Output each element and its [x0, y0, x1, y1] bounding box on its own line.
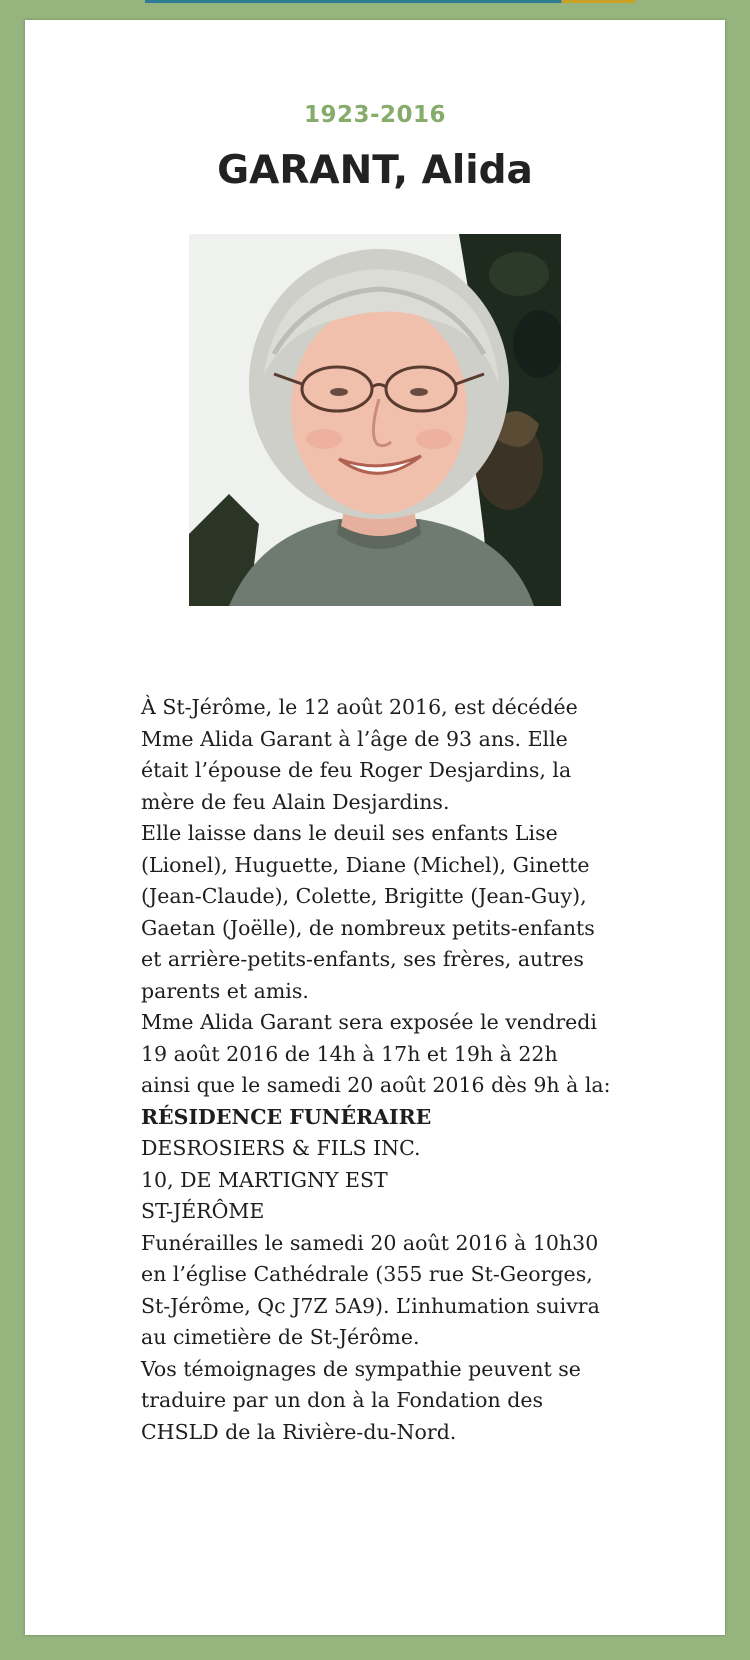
paragraph-funeral: Funérailles le samedi 20 août 2016 à 10h30 en l’église Cathédrale (355 rue St-Georges, St-Jérôme, Qc J7Z 5A9). L’inhumation suivra au cimetière de St-Jérôme.	[141, 1230, 600, 1349]
portrait-photo	[189, 234, 561, 606]
portrait-illustration	[189, 234, 561, 606]
life-years: 1923-2016	[303, 102, 447, 128]
funeral-home-name: RÉSIDENCE FUNÉRAIRE	[141, 1104, 432, 1129]
funeral-home-address: 10, DE MARTIGNY EST	[141, 1167, 388, 1192]
deceased-name: GARANT, Alida	[217, 148, 533, 193]
funeral-home-city: ST-JÉRÔME	[141, 1199, 265, 1223]
paragraph-donations: Vos témoignages de sympathie peuvent se traduire par un don à la Fondation des CHSLD de la Rivière-du-Nord.	[141, 1356, 581, 1444]
funeral-home-company: DESROSIERS & FILS INC.	[141, 1136, 421, 1160]
paragraph-death-notice: À St-Jérôme, le 12 août 2016, est décédée Mme Alida Garant à l’âge de 93 ans. Elle était l’épouse de feu Roger Desjardins, la mère de feu Alain Desjardins.	[141, 695, 578, 814]
paragraph-survivors: Elle laisse dans le deuil ses enfants Lise (Lionel), Huguette, Diane (Michel), Ginette (Jean-Claude), Colette, Brigitte (Jean-Guy), Gaetan (Joëlle), de nombreux petits-enfants et arrière-petits-enfants, ses frères, autres parents et amis.	[141, 821, 595, 1003]
top-accent-strip	[145, 0, 635, 3]
paragraph-visitation: Mme Alida Garant sera exposée le vendredi 19 août 2016 de 14h à 17h et 19h à 22h ainsi que le samedi 20 août 2016 dès 9h à la:	[141, 1010, 611, 1097]
obituary-text	[141, 692, 611, 1448]
